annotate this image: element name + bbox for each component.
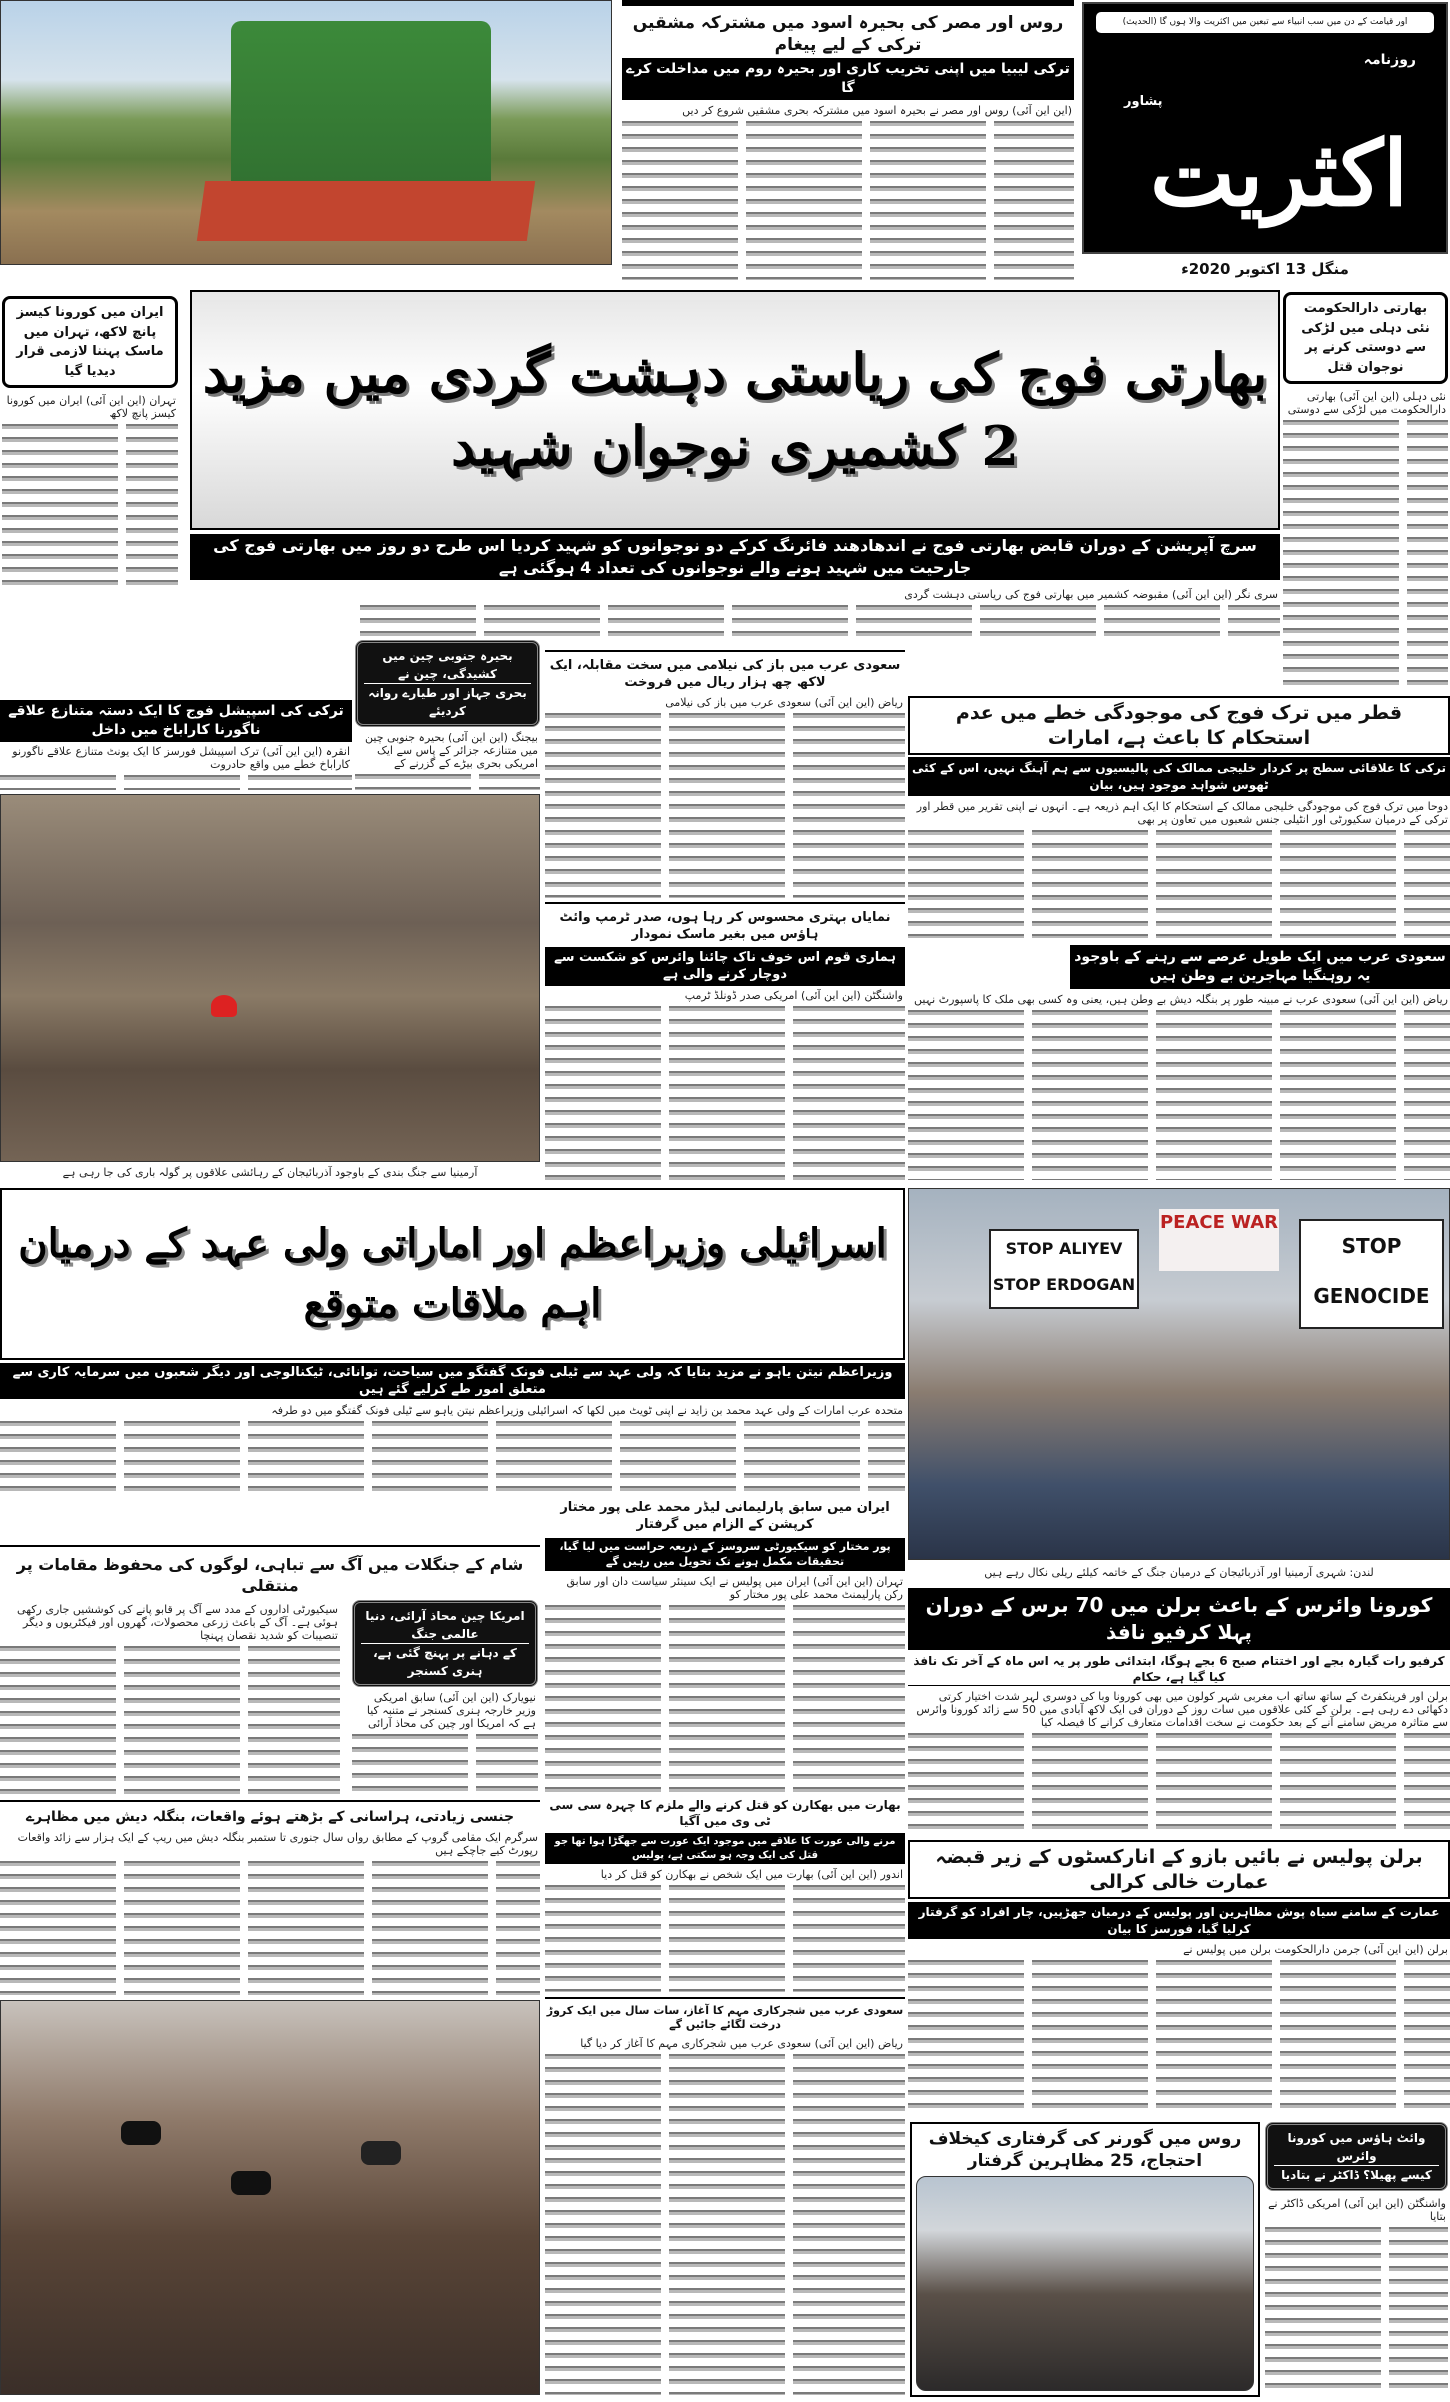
mask-shape (361, 2141, 401, 2165)
qatar-story (908, 696, 1450, 938)
flood-rescue-photo (0, 0, 612, 265)
headline: جنسی زیادتی، ہراسانی کے بڑھتے ہوئے واقعات، بنگلہ دیش میں مظاہرے (25, 1809, 515, 1825)
masthead (1082, 2, 1448, 254)
subheadline: ترکی کا علاقائی سطح پر کردار خلیجی ممالک کی پالیسیوں سے ہم آہنگ نہیں، اس کے کئی ٹھوس شواہد موجود ہیں، بیان (908, 757, 1450, 795)
story-body: اندور (این این آئی) بھارت میں ایک شخص نے بھکارن کو قتل کر دیا (545, 1868, 905, 1992)
masthead-logo: اکثریت (1149, 121, 1409, 227)
main-subheadline: سرچ آپریشن کے دوران قابض بھارتی فوج نے اندھادھند فائرنگ کرکے دو نوجوانوں کو شہید کردیا اس طرح دو روز میں بھارتی فوج کی جارحیت میں شہید ہونے والے نوجوانوں کی تعداد 4 ہوگئی ہے (190, 534, 1280, 580)
israel-headline: اسرائیلی وزیراعظم اور اماراتی ولی عہد کے درمیان اہم ملاقات متوقع (18, 1220, 887, 1327)
subheadline: ہماری قوم اس خوف ناک چائنا وائرس کو شکست سے دوچار کرنے والی ہے (545, 947, 905, 986)
main-headline-panel (190, 290, 1280, 530)
kissinger-body: نیویارک (این این آئی) سابق امریکی وزیر خارجہ ہنری کسنجر نے متنبہ کیا ہے کہ امریکا اور چین کی محاذ آرائی (352, 1691, 538, 1795)
mask-shape (121, 2121, 161, 2145)
main-story-body: سری نگر (این این آئی) مقبوضہ کشمیر میں بھارتی فوج کی ریاستی دہشت گردی (360, 588, 1280, 638)
delhi-story (1283, 292, 1448, 692)
headline: سعودی عرب میں باز کی نیلامی میں سخت مقابلہ، ایک لاکھ چھ ہزار ریال میں فروخت (549, 658, 901, 690)
delhi-story-box: بھارتی دارالحکومت نئی دہلی میں لڑکی سے دوستی کرنے پر نوجوان قتل (1283, 292, 1448, 384)
china-story-body: بیجنگ (این این آئی) بحیرہ جنوبی چین میں متنازعہ جزائر کے پاس سے ایک امریکی بحری بیڑے کے گزرنے کے (355, 731, 540, 790)
iran-arrest-story (545, 1500, 905, 1794)
main-headline: بھارتی فوج کی ریاستی دہشت گردی میں مزید 2 کشمیری نوجوان شہید (202, 341, 1268, 478)
headline: کورونا وائرس کے باعث برلن میں 70 برس کے دوران پہلا کرفیو نافذ (908, 1588, 1450, 1650)
story-body: برلن اور فرینکفرٹ کے ساتھ ساتھ اب مغربی شہر کولون میں بھی کورونا وبا کی دوسری لہر شدت اختیار کرتی دکھائی دے رہی ہے۔ برلن کے کئی علاقوں میں سات روز کے دوران فی ایک لاکھ آبادی میں 50 سے زائد کورونا وائرس سے متاثرہ مریض سامنے آنے کے بعد حکومت نے سخت اقدامات متعارف کرانے کا فیصلہ کیا (908, 1690, 1450, 1835)
turkey-force-story (0, 700, 352, 790)
kissinger-box: امریکا چین محاذ آرائی، دنیا عالمی جنگ کے دہانے پر پہنچ گئی ہے، ہنری کسنجر (352, 1600, 538, 1687)
rubble-photo-caption: آرمینیا سے جنگ بندی کے باوجود آذربائیجان کے رہائشی علاقوں پر گولہ باری کی جا رہی ہے (62, 1166, 478, 1179)
white-house-box: وائٹ ہاؤس میں کورونا وائرس کیسے پھیلا؟ ڈاکٹر نے بتادیا (1265, 2122, 1448, 2191)
white-house-body: واشنگٹن (این این آئی) امریکی ڈاکٹر نے بتایا (1265, 2197, 1448, 2396)
israel-story-body: متحدہ عرب امارات کے ولی عہد محمد بن زاید نے اپنی ٹویٹ میں لکھا کہ اسرائیلی وزیراعظم نیتن یاہو سے ٹیلی فونک گفتگو میں دو طرفہ (0, 1404, 905, 1497)
headline: ایران میں سابق پارلیمانی لیڈر محمد علی پور مختار کرپشن کے الزام میں گرفتار (560, 1500, 890, 1532)
china-story (355, 640, 540, 790)
berlin-police-story (908, 1840, 1450, 2115)
story-body: (این این آئی) روس اور مصر نے بحیرہ اسود میں مشترکہ بحری مشقیں شروع کر دیں (622, 104, 1074, 280)
iran-corona-story (2, 296, 178, 588)
story-body: دوحا میں ترک فوج کی موجودگی خلیجی ممالک کے استحکام کا ایک اہم ذریعہ ہے۔ انہوں نے اپنی تقریر میں قطر اور ترکی کے درمیان سکیورٹی اور انٹیلی جنس شعبوں میں تعاون پر بھی (908, 800, 1450, 938)
rohingya-story (908, 945, 1450, 1180)
white-house-story (1265, 2122, 1448, 2396)
delhi-story-body: نئی دہلی (این این آئی) بھارتی دارالحکومت میں لڑکی سے دوستی (1283, 390, 1448, 692)
story-body: تہران (این این آئی) ایران میں پولیس نے ایک سینئر سیاست دان اور سابق رکن پارلیمنٹ محمد علی پور مختار کو (545, 1575, 905, 1794)
headline: نمایاں بہتری محسوس کر رہا ہوں، صدر ٹرمپ وائٹ ہاؤس میں بغیر ماسک نمودار (559, 910, 891, 942)
london-protest-photo (908, 1188, 1450, 1560)
protest-photo-caption: لندن: شہری آرمینیا اور آذربائیجان کے درمیان جنگ کے خاتمہ کیلئے ریلی نکال رہے ہیں (984, 1566, 1374, 1579)
iran-corona-body: تہران (این این آئی) ایران میں کورونا کیسز پانچ لاکھ (2, 394, 178, 588)
masthead-city: پشاور (1124, 94, 1163, 109)
india-beggar-story (545, 1798, 905, 1992)
headline: سعودی عرب میں شجرکاری مہم کا آغاز، سات سال میں ایک کروڑ درخت لگائے جائیں گے (546, 2004, 904, 2032)
issue-date: منگل 13 اکتوبر 2020ء (1181, 260, 1349, 278)
headline: قطر میں ترک فوج کی موجودگی خطے میں عدم استحکام کا باعث ہے، امارات (908, 696, 1450, 755)
story-body: سرگرم ایک مقامی گروپ کے مطابق رواں سال جنوری تا ستمبر بنگلہ دیش میں ریپ کے ایک ہزار سے زائد واقعات رپورٹ کیے جاچکے ہیں (0, 1831, 540, 1995)
story-body: برلن (این این آئی) جرمن دارالحکومت برلن میں پولیس نے (908, 1943, 1450, 2115)
bangladesh-story (0, 1800, 540, 1995)
sign-peace-war: PEACE WAR (1159, 1209, 1279, 1271)
story-body: واشنگٹن (این این آئی) امریکی صدر ڈونلڈ ٹرمپ (545, 989, 905, 1180)
subheadline: ترکی لیبیا میں اپنی تخریب کاری اور بحیرہ روم میں مداخلت کرے گا (622, 58, 1074, 100)
azerbaijan-rubble-photo (0, 794, 540, 1162)
subheadline: پور مختار کو سیکیورٹی سروسز کے ذریعہ حراست میں لیا گیا، تحقیقات مکمل ہونے تک تحویل میں رہیں گے (545, 1538, 905, 1572)
turkey-force-body: انقرہ (این این آئی) ترک اسپیشل فورسز کا ایک یونٹ متنازع علاقے ناگورنو کاراباخ خطے میں واقع حادروت (0, 745, 352, 790)
corona-berlin-story (908, 1588, 1450, 1835)
headline: سعودی عرب میں ایک طویل عرصے سے رہنے کے باوجود یہ روہنگیا مہاجرین بے وطن ہیں (1070, 945, 1450, 989)
kissinger-story (352, 1600, 538, 1795)
saudi-trees-story (545, 1997, 905, 2395)
story-body: ریاض (این این آئی) سعودی عرب نے مبینہ طور پر بنگلہ دیش بے وطن ہیں، یعنی وہ کسی بھی ملک کا پاسپورٹ نہیں (908, 993, 1450, 1180)
headline: بھارت میں بھکارن کو قتل کرنے والے ملزم کا چہرہ سی سی ٹی وی میں آگیا (549, 1798, 901, 1828)
story-body: سیکیورٹی اداروں کے مدد سے آگ پر قابو پانے کی کوششیں جاری رکھی ہوئی ہے۔ آگ کے باعث زرعی محصولات، گھروں اور فیکٹریوں و دیگر تنصیبات کو شدید نقصان پہنچا (0, 1603, 340, 1795)
masthead-hadith: اور قیامت کے دن میں سب انبیاء سے تبعین میں اکثریت والا ہوں گا (الحدیث) (1096, 12, 1434, 33)
israel-headline-panel (0, 1188, 905, 1360)
israel-subheadline: وزیراعظم نیتن یاہو نے مزید بتایا کہ ولی عہد سے ٹیلی فونک گفتگو میں سیاحت، توانائی، ٹیکنالوجی اور دیگر شعبوں میں سرمایہ کاری سے متعلق امور طے کرلیے گئے ہیں (0, 1363, 905, 1399)
china-story-box: بحیرہ جنوبی چین میں کشیدگی، چین نے بحری جہاز اور طیارے روانہ کردیئے (355, 640, 540, 727)
tractor-bucket (197, 181, 535, 241)
worker-red-helmet (211, 995, 237, 1017)
russia-governor-story (910, 2122, 1260, 2397)
headline: روس اور مصر کی بحیرہ اسود میں مشترکہ مشقیں ترکی کے لیے پیغام (632, 13, 1064, 56)
trump-story (545, 902, 905, 1180)
iran-corona-box: ایران میں کورونا کیسز پانچ لاکھ، تہران میں ماسک پہننا لازمی قرار دیدیا گیا (2, 296, 178, 388)
mask-shape (231, 2171, 271, 2195)
sign-stop-genocide: STOP GENOCIDE (1299, 1219, 1444, 1329)
subheadline: کرفیو رات گیارہ بجے اور اختتام صبح 6 بجے ہوگا، ابتدائی طور پر یہ اس ماہ کے آخر تک نافذ کیا گیا ہے، حکام (908, 1654, 1450, 1686)
masthead-roznama: روزنامہ (1363, 52, 1416, 68)
story-body: ریاض (این این آئی) سعودی عرب میں شجرکاری مہم کا آغاز کر دیا گیا (545, 2037, 905, 2395)
masked-crowd-photo (0, 2000, 540, 2395)
sign-stop-aliyev: STOP ALIYEV STOP ERDOGAN (989, 1229, 1139, 1309)
headline: شام کے جنگلات میں آگ سے تباہی، لوگوں کی محفوظ مقامات پر منتقلی (16, 1555, 524, 1595)
russia-egypt-story (622, 0, 1074, 280)
subheadline: مرنے والی عورت کا علاقے میں موجود ایک عورت سے جھگڑا ہوا تھا جو قتل کی ایک وجہ ہو سکتی ہے، پولیس (545, 1833, 905, 1864)
russia-protest-photo (916, 2176, 1254, 2391)
headline: روس میں گورنر کی گرفتاری کیخلاف احتجاج، 25 مظاہرین گرفتار (928, 2129, 1242, 2172)
story-body: ریاض (این این آئی) سعودی عرب میں باز کی نیلامی (545, 696, 905, 898)
headline: برلن پولیس نے بائیں بازو کے انارکسٹوں کے زیر قبضہ عمارت خالی کرالی (908, 1840, 1450, 1899)
saudi-falcon-story (545, 640, 905, 898)
subheadline: عمارت کے سامنے سیاہ پوش مظاہرین اور پولیس کے درمیان جھڑپیں، چار افراد کو گرفتار کرلیا گیا، فورسز کا بیان (908, 1902, 1450, 1938)
turkey-force-headline: ترکی کی اسپیشل فوج کا ایک دستہ متنازع علاقے ناگورنا کاراباخ میں داخل (0, 700, 352, 742)
